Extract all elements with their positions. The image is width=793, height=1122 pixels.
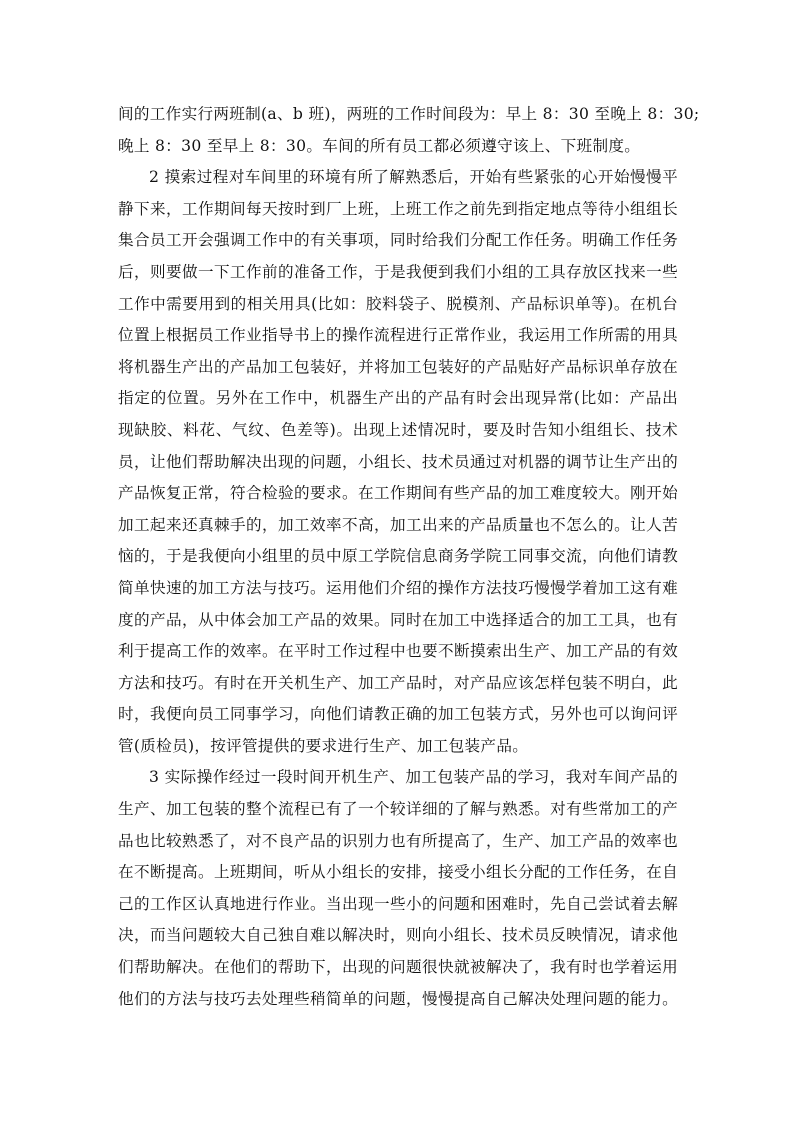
text-line: 恼的，于是我便向小组里的员中原工学院信息商务学院工同事交流，向他们请教 xyxy=(118,547,678,566)
paragraph-3 xyxy=(118,762,678,1015)
text-line: 在不断提高。上班期间，听从小组长的安排，接受小组长分配的工作任务，在自 xyxy=(118,863,678,882)
text-line: 静下来，工作期间每天按时到厂上班，上班工作之前先到指定地点等待小组组长 xyxy=(118,199,678,218)
document-body xyxy=(118,99,700,1015)
text-line: 们帮助解决。在他们的帮助下，出现的问题很快就被解决了，我有时也学着运用 xyxy=(118,958,678,977)
text-line: 后，则要做一下工作前的准备工作，于是我便到我们小组的工具存放区找来一些 xyxy=(118,262,678,281)
text-line: 时，我便向员工同事学习，向他们请教正确的加工包装方式，另外也可以询问评 xyxy=(118,705,678,724)
text-line: 现缺胶、料花、气纹、色差等)。出现上述情况时，要及时告知小组组长、技术 xyxy=(118,420,678,439)
text-line: 员，让他们帮助解决出现的问题，小组长、技术员通过对机器的调节让生产出的 xyxy=(118,452,678,471)
text-line: 工作中需要用到的相关用具(比如：胶料袋子、脱模剂、产品标识单等)。在机台 xyxy=(118,294,678,313)
text-line: 将机器生产出的产品加工包装好，并将加工包装好的产品贴好产品标识单存放在 xyxy=(118,357,678,376)
text-line: 己的工作区认真地进行作业。当出现一些小的问题和困难时，先自己尝试着去解 xyxy=(118,894,678,913)
text-line: 品也比较熟悉了，对不良产品的识别力也有所提高了，生产、加工产品的效率也 xyxy=(118,831,678,850)
paragraph-1 xyxy=(118,99,700,162)
text-line: 位置上根据员工作业指导书上的操作流程进行正常作业，我运用工作所需的用具 xyxy=(118,326,678,345)
text-line: 加工起来还真棘手的，加工效率不高，加工出来的产品质量也不怎么的。让人苦 xyxy=(118,515,678,534)
text-line: 度的产品，从中体会加工产品的效果。同时在加工中选择适合的加工工具，也有 xyxy=(118,610,678,629)
text-line: 生产、加工包装的整个流程已有了一个较详细的了解与熟悉。对有些常加工的产 xyxy=(118,800,678,819)
paragraph-2 xyxy=(118,162,678,762)
text-line: 管(质检员)，按评管提供的要求进行生产、加工包装产品。 xyxy=(118,736,529,755)
text-line: 晚上 8：30 至早上 8：30。车间的所有员工都必须遵守该上、下班制度。 xyxy=(118,136,641,155)
text-line: 方法和技巧。有时在开关机生产、加工产品时，对产品应该怎样包装不明白，此 xyxy=(118,673,678,692)
text-line: 集合员工开会强调工作中的有关事项，同时给我们分配工作任务。明确工作任务 xyxy=(118,231,678,250)
text-line: 间的工作实行两班制(a、b 班)，两班的工作时间段为：早上 8：30 至晚上 8：30; xyxy=(118,105,700,123)
text-line: 简单快速的加工方法与技巧。运用他们介绍的操作方法技巧慢慢学着加工这有难 xyxy=(118,578,678,597)
text-line: 利于提高工作的效率。在平时工作过程中也要不断摸索出生产、加工产品的有效 xyxy=(118,642,678,661)
text-line: 决，而当问题较大自己独自难以解决时，则向小组长、技术员反映情况，请求他 xyxy=(118,926,678,945)
text-line: 3 实际操作经过一段时间开机生产、加工包装产品的学习，我对车间产品的 xyxy=(149,768,678,787)
text-line: 他们的方法与技巧去处理些稍简单的问题，慢慢提高自己解决处理问题的能力。 xyxy=(118,989,678,1008)
text-line: 产品恢复正常，符合检验的要求。在工作期间有些产品的加工难度较大。刚开始 xyxy=(118,484,678,503)
text-line: 指定的位置。另外在工作中，机器生产出的产品有时会出现异常(比如：产品出 xyxy=(118,389,678,408)
text-line: 2 摸索过程对车间里的环境有所了解熟悉后，开始有些紧张的心开始慢慢平 xyxy=(149,168,678,187)
